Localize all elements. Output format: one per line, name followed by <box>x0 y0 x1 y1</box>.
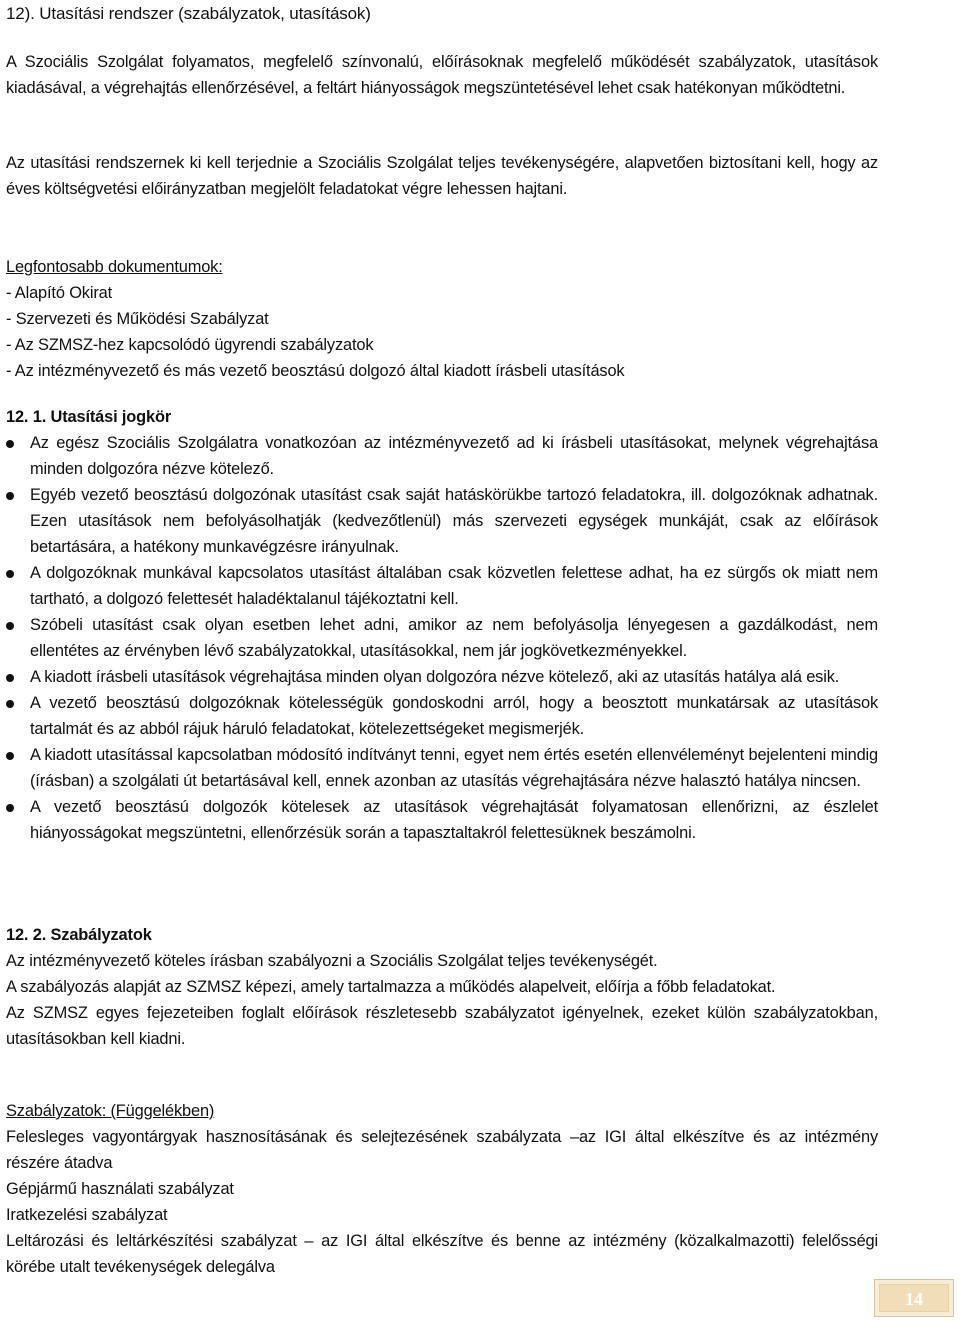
intro-paragraph-2: Az utasítási rendszernek ki kell terjednie a Szociális Szolgálat teljes tevékenységére, alapvetően biztosítani kell, hogy az éves költségvetési előirányzatban megjelölt feladatokat végre lehessen hajtani. <box>6 154 878 198</box>
appendix-item: Iratkezelési szabályzat <box>6 1206 168 1224</box>
regulations-line: Az intézményvezető köteles írásban szabályozni a Szociális Szolgálat teljes tevékenységét. <box>6 952 658 970</box>
authority-bullet-list <box>6 430 878 846</box>
key-documents-item: - Az SZMSZ-hez kapcsolódó ügyrendi szabályzatok <box>6 336 374 354</box>
key-documents-item: - Szervezeti és Működési Szabályzat <box>6 310 269 328</box>
page-number-badge <box>874 1279 954 1317</box>
appendix-item: Gépjármű használati szabályzat <box>6 1180 234 1198</box>
key-documents-item: - Alapító Okirat <box>6 284 113 302</box>
regulations-line: Az SZMSZ egyes fejezeteiben foglalt előírások részletesebb szabályzatot igényelnek, ezeket külön szabályzatokban, utasításokban kell kiadni. <box>6 1004 878 1048</box>
list-item: A kiadott utasítással kapcsolatban módosító indítványt tenni, egyet nem értés esetén ellenvéleményt bejelenteni mindig (írásban) a szolgálati út betartásával kell, ennek azonban az utasítás végrehajtására nézve halasztó hatálya nincsen. <box>6 742 878 794</box>
list-item: A vezető beosztású dolgozóknak kötelességük gondoskodni arról, hogy a beosztott munkatársak az utasítások tartalmát és az abból rájuk háruló feladatokat, kötelezettségeket megismerjék. <box>6 690 878 742</box>
subsection-1-title: Utasítási jogkör <box>50 408 172 426</box>
bullet-icon <box>6 570 14 578</box>
regulations-text <box>6 948 878 1052</box>
page-number: 14 <box>905 1289 923 1309</box>
bullet-icon <box>6 492 14 500</box>
list-item: Szóbeli utasítást csak olyan esetben lehet adni, amikor az nem befolyásolja lényegesen a gazdálkodást, nem ellentétes az érvényben lévő szabályzatokkal, utasításokkal, nem jár jogkövetkezményekkel. <box>6 612 878 664</box>
list-item: A dolgozóknak munkával kapcsolatos utasítást általában csak közvetlen felettese adhat, ha ez sürgős ok miatt nem tartható, a dolgozó felettesét haladéktalanul tájékoztatni kell. <box>6 560 878 612</box>
section-title: 12). Utasítási rendszer (szabályzatok, utasítások) <box>6 4 371 23</box>
bullet-icon <box>6 622 14 630</box>
list-item: Az egész Szociális Szolgálatra vonatkozóan az intézményvezető ad ki írásbeli utasításokat, melynek végrehajtása minden dolgozóra nézve kötelező. <box>6 430 878 482</box>
appendix-section <box>6 1098 878 1280</box>
list-item: Egyéb vezető beosztású dolgozónak utasítást csak saját hatáskörükbe tartozó feladatokra, ill. dolgozóknak adhatnak. Ezen utasítások nem befolyásolhatják (kedvezőtlenül) más szervezeti egységek munkáját, csak az előírások betartására, a hatékony munkavégzésre irányulnak. <box>6 482 878 560</box>
page-number-frame <box>879 1284 949 1312</box>
list-item: A kiadott írásbeli utasítások végrehajtása minden olyan dolgozóra nézve kötelező, aki az utasítás hatálya alá esik. <box>6 664 878 690</box>
subsection-2-number: 12. 2. <box>6 926 47 944</box>
subsection-1-heading <box>6 404 878 430</box>
intro-paragraph-1: A Szociális Szolgálat folyamatos, megfelelő színvonalú, előírásoknak megfelelő működését szabályzatok, utasítások kiadásával, a végrehajtás ellenőrzésével, a feltárt hiányosságok megszüntetésével lehet csak hatékonyan működtetni. <box>6 53 878 97</box>
bullet-icon <box>6 804 14 812</box>
subsection-2-heading <box>6 922 878 948</box>
appendix-item: Leltározási és leltárkészítési szabályzat – az IGI által elkészítve és benne az intézmény (közalkalmazotti) felelősségi körébe utalt tevékenységek delegálva <box>6 1232 878 1276</box>
bullet-icon <box>6 700 14 708</box>
list-item: A vezető beosztású dolgozók kötelesek az utasítások végrehajtását folyamatosan ellenőrizni, az észlelet hiányosságokat megszüntetni, ellenőrzésük során a tapasztaltakról felettesüknek beszámolni. <box>6 794 878 846</box>
bullet-icon <box>6 674 14 682</box>
regulations-line: A szabályozás alapját az SZMSZ képezi, amely tartalmazza a működés alapelveit, előírja a főbb feladatokat. <box>6 978 776 996</box>
subsection-2-title: Szabályzatok <box>50 926 152 944</box>
appendix-item: Felesleges vagyontárgyak hasznosításának és selejtezésének szabályzata –az IGI által elkészítve és az intézmény részére átadva <box>6 1128 878 1172</box>
key-documents-heading: Legfontosabb dokumentumok: <box>6 258 223 276</box>
appendix-heading: Szabályzatok: (Függelékben) <box>6 1102 215 1120</box>
bullet-icon <box>6 440 14 448</box>
subsection-1-number: 12. 1. <box>6 408 47 426</box>
bullet-icon <box>6 752 14 760</box>
key-documents-section <box>6 254 878 384</box>
key-documents-item: - Az intézményvezető és más vezető beosztású dolgozó által kiadott írásbeli utasítások <box>6 362 625 380</box>
